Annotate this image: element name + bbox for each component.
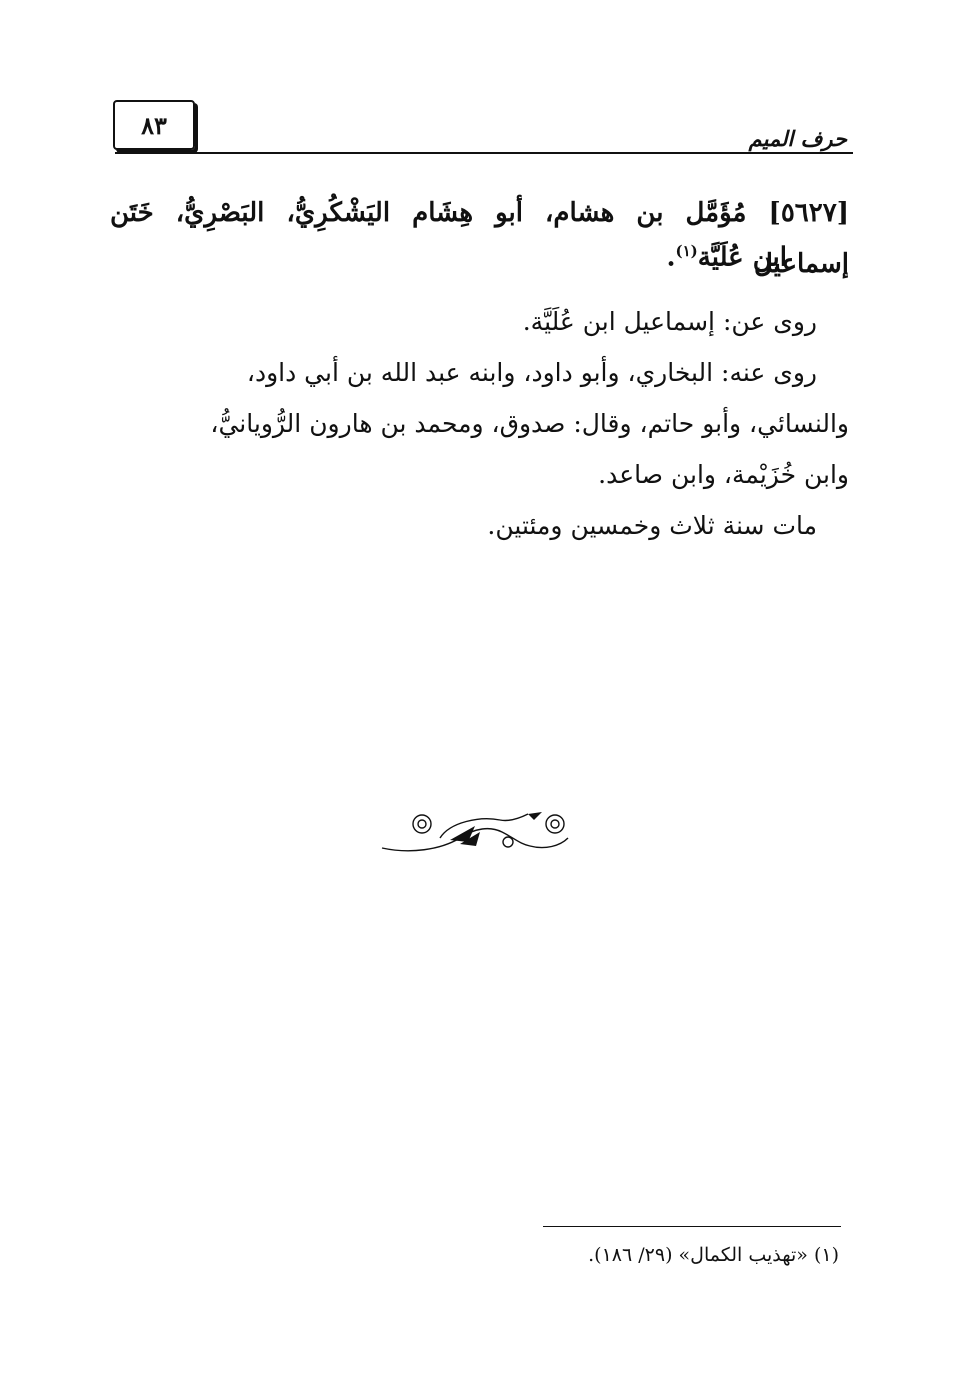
narrated-by-line-1: روى عنه: البخاري، وأبو داود، وابنه عبد الله بن أبي داود، [246,358,817,387]
death-note: مات سنة ثلاث وخمسين ومئتين. [487,511,817,540]
heading-name: ابن عُلَيَّة [697,242,787,273]
entry-heading-continuation [666,242,787,273]
narrated-from: روى عن: إسماعيل ابن عُلَيَّة. [522,307,817,336]
footnote-marker[interactable]: (١) [675,242,698,260]
narrated-by-line-2: والنسائي، وأبو حاتم، وقال: صدوق، ومحمد بن هارون الرُّويانيُّ، [210,409,849,438]
heading-period: . [666,242,676,273]
page-number: ٨٣ [113,100,195,150]
footnote: (١) «تهذيب الكمال» (٢٩/ ١٨٦). [588,1244,839,1266]
narrated-by-line-3: وابن خُزَيْمة، وابن صاعد. [598,460,849,489]
running-header: حرف الميم [748,126,847,151]
ornament-divider [380,808,576,858]
entry-heading: [٥٦٢٧] مُؤَمَّل بن هشام، أبو هِشَام اليَشْكُرِيُّ، البَصْرِيُّ، خَتَن إسماعيل [110,198,849,279]
header-divider [115,152,853,154]
footnote-divider [543,1226,841,1227]
